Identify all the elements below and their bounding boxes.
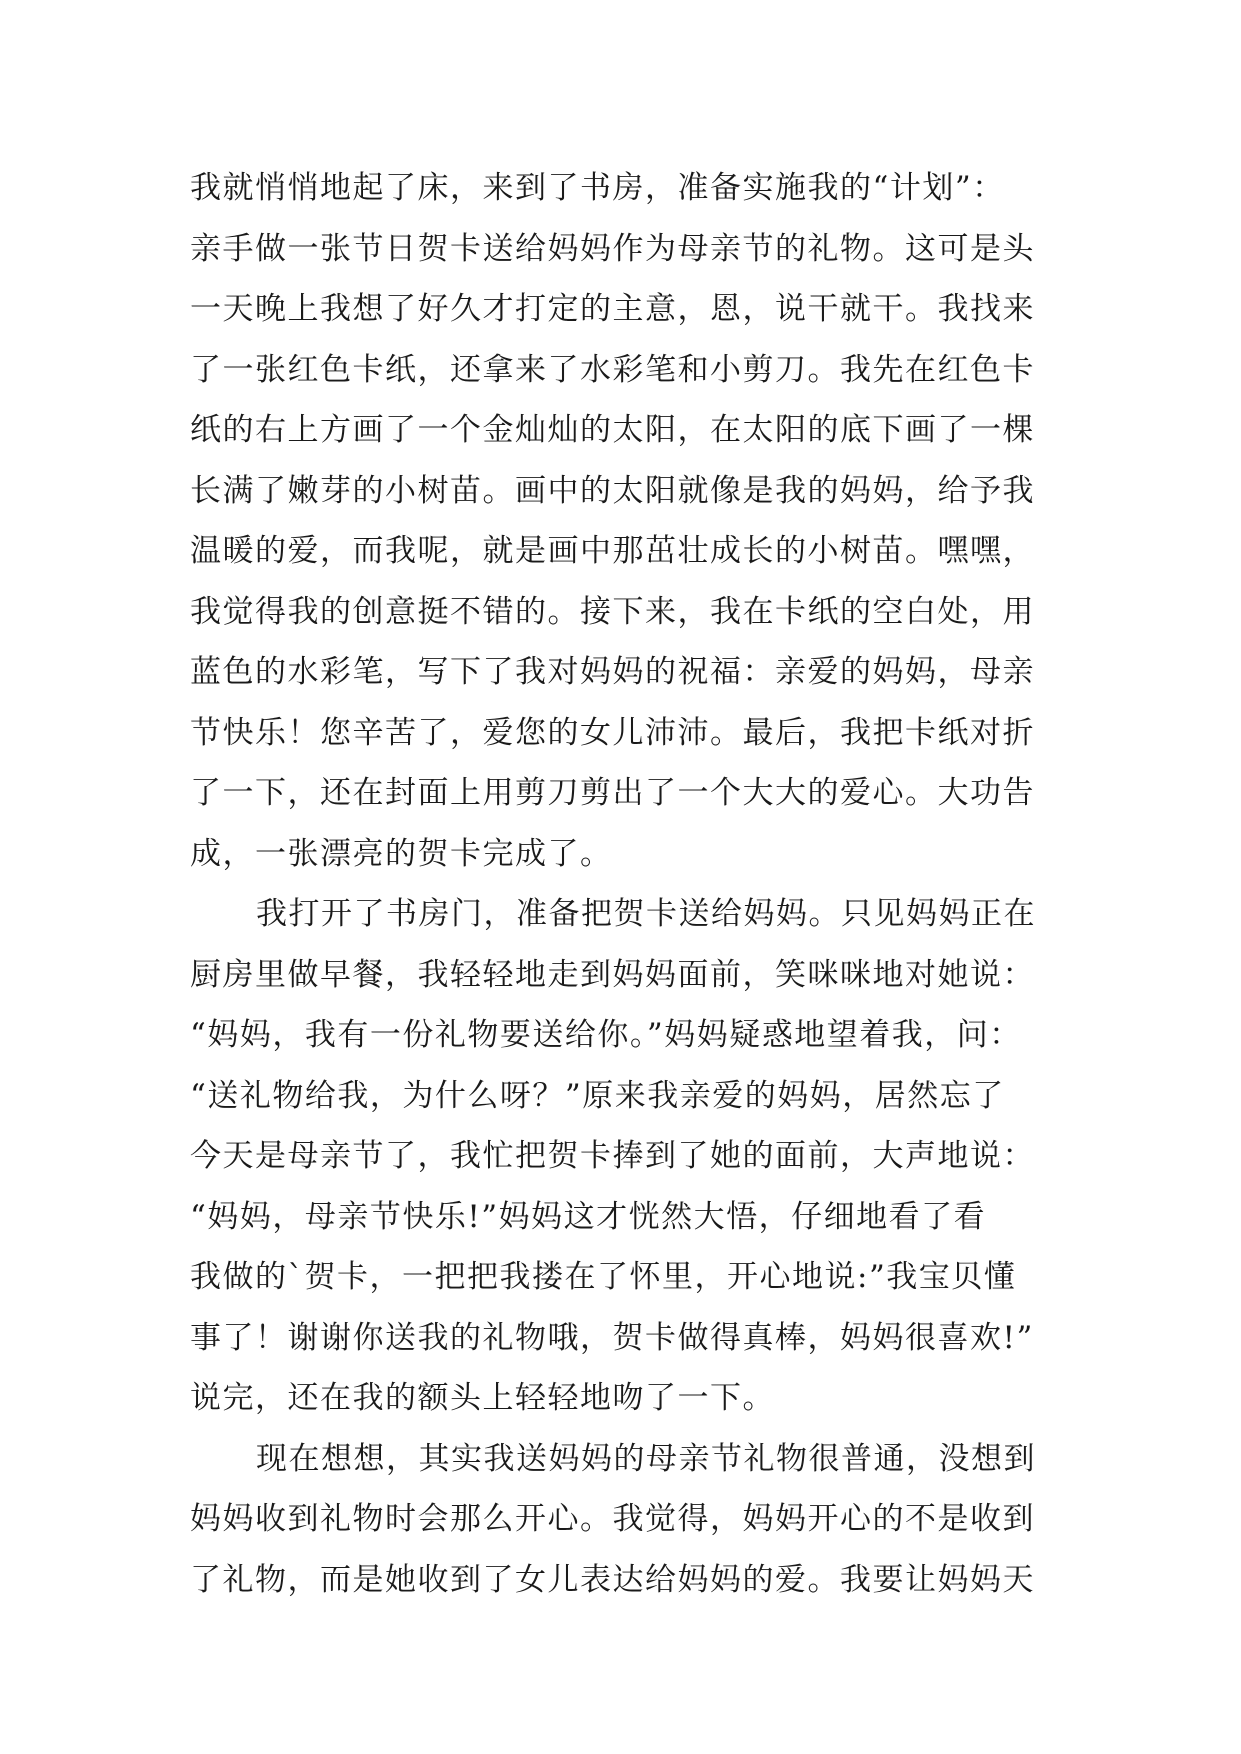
text-line: 节快乐！您辛苦了，爱您的女儿沛沛。最后，我把卡纸对折 <box>190 714 1035 751</box>
text-line: 我做的`贺卡，一把把我搂在了怀里，开心地说:”我宝贝懂 <box>190 1259 1017 1295</box>
paragraph-start-line: 我打开了书房门，准备把贺卡送给妈妈。只见妈妈正在 <box>256 896 1036 932</box>
text-line: “妈妈，我有一份礼物要送给你。”妈妈疑惑地望着我，问： <box>190 1017 1022 1053</box>
text-line: 了一张红色卡纸，还拿来了水彩笔和小剪刀。我先在红色卡 <box>190 351 1035 388</box>
paragraph-start-line: 现在想想，其实我送妈妈的母亲节礼物很普通，没想到 <box>256 1440 1036 1477</box>
text-line: 蓝色的水彩笔，写下了我对妈妈的祝福：亲爱的妈妈，母亲 <box>190 654 1035 690</box>
text-line: 了一下，还在封面上用剪刀剪出了一个大大的爱心。大功告 <box>190 775 1035 811</box>
text-line: 亲手做一张节日贺卡送给妈妈作为母亲节的礼物。这可是头 <box>190 230 1035 267</box>
text-line: 长满了嫩芽的小树苗。画中的太阳就像是我的妈妈，给予我 <box>190 472 1035 509</box>
body-text <box>190 158 1070 1610</box>
text-line: 说完，还在我的额头上轻轻地吻了一下。 <box>190 1380 775 1416</box>
text-line: 妈妈收到礼物时会那么开心。我觉得，妈妈开心的不是收到 <box>190 1501 1035 1537</box>
text-line: 事了！谢谢你送我的礼物哦，贺卡做得真棒，妈妈很喜欢!” <box>190 1319 1034 1356</box>
text-line: 我觉得我的创意挺不错的。接下来，我在卡纸的空白处，用 <box>190 593 1035 630</box>
text-line: 一天晚上我想了好久才打定的主意，恩，说干就干。我找来 <box>190 291 1035 327</box>
text-line: 成，一张漂亮的贺卡完成了。 <box>190 835 613 872</box>
text-line: 今天是母亲节了，我忙把贺卡捧到了她的面前，大声地说： <box>190 1138 1035 1174</box>
text-line: 温暖的爱，而我呢，就是画中那茁壮成长的小树苗。嘿嘿， <box>190 533 1035 569</box>
text-line: “送礼物给我，为什么呀？”原来我亲爱的妈妈，居然忘了 <box>190 1077 1005 1114</box>
text-line: “妈妈，母亲节快乐!”妈妈这才恍然大悟，仔细地看了看 <box>190 1198 987 1235</box>
text-line: 厨房里做早餐，我轻轻地走到妈妈面前，笑咪咪地对她说： <box>190 956 1035 993</box>
text-line: 我就悄悄地起了床，来到了书房，准备实施我的“计划”： <box>190 170 1005 206</box>
text-line: 了礼物，而是她收到了女儿表达给妈妈的爱。我要让妈妈天 <box>190 1561 1035 1598</box>
text-line: 纸的右上方画了一个金灿灿的太阳，在太阳的底下画了一棵 <box>190 412 1035 448</box>
